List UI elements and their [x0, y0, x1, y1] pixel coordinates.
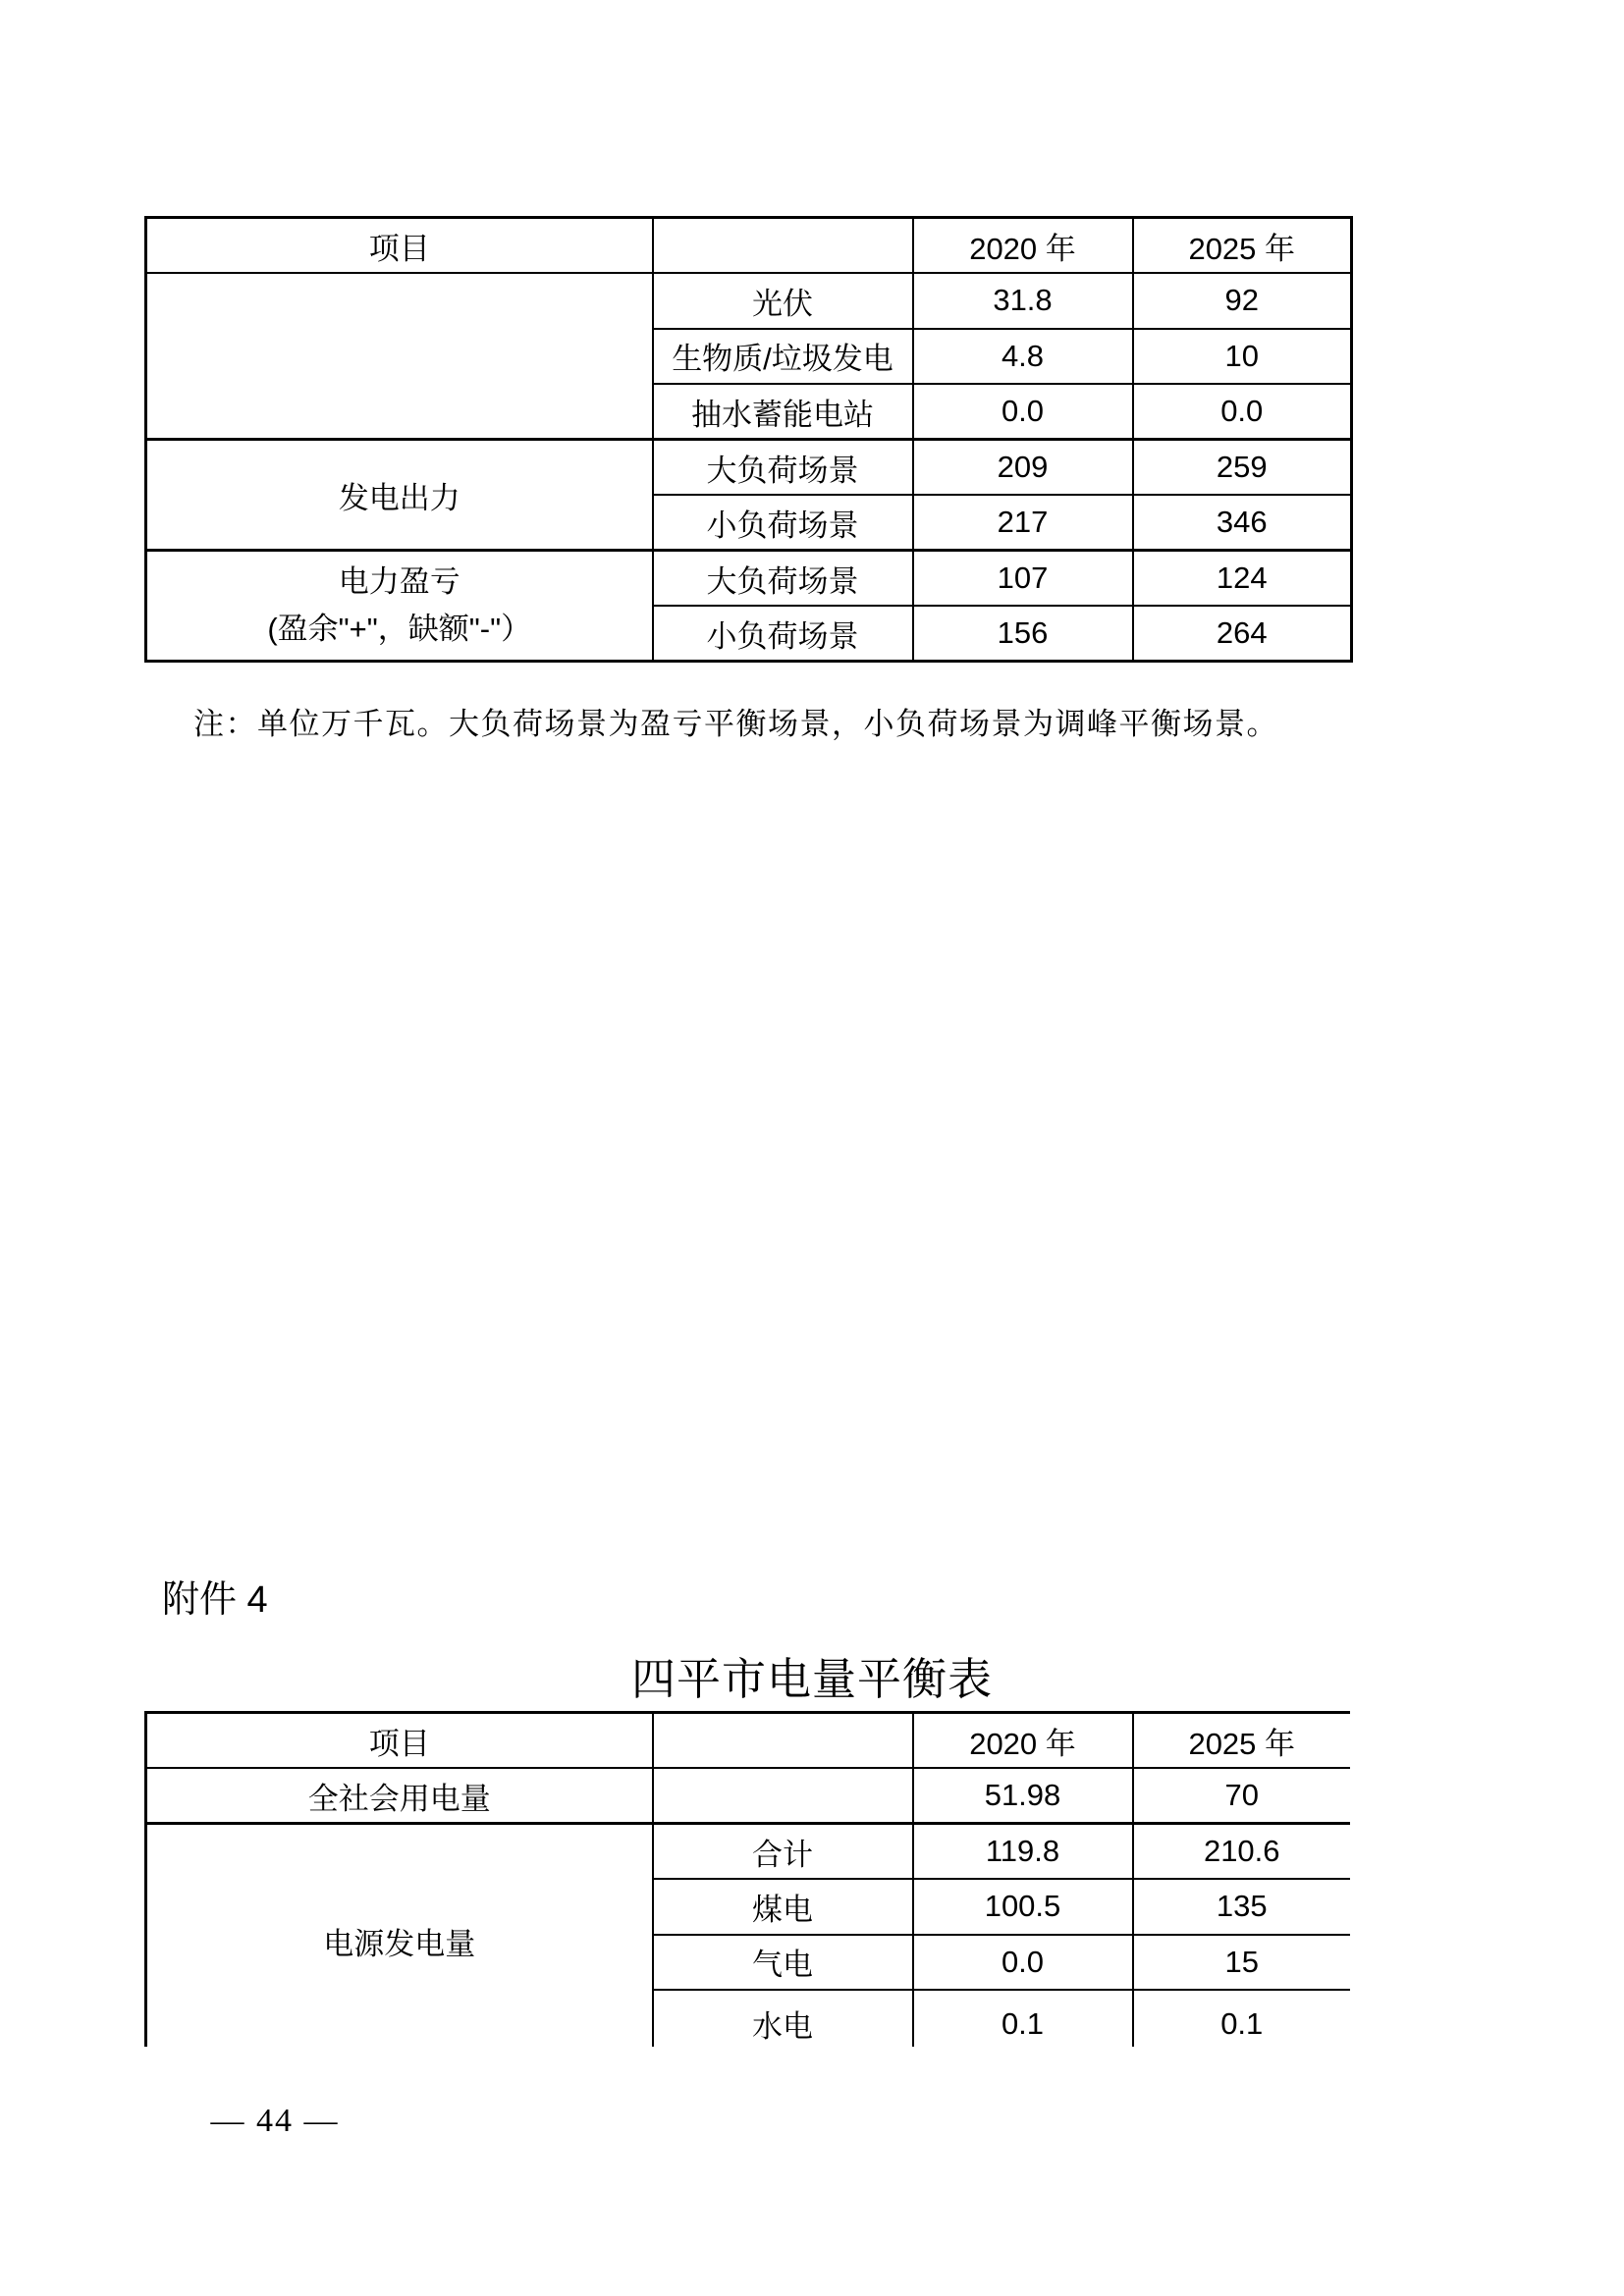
- row-label-cell: 煤电: [653, 1879, 913, 1935]
- value-cell-2025: 124: [1133, 551, 1352, 607]
- value-cell-2020: 51.98: [913, 1768, 1133, 1824]
- value-cell-2025: 0.0: [1133, 384, 1352, 440]
- value-cell-2025: 10: [1133, 329, 1352, 385]
- table-header-row: [146, 1713, 1351, 1769]
- value-cell-2020: 100.5: [913, 1879, 1133, 1935]
- row-label-cell: 小负荷场景: [653, 495, 913, 551]
- value-cell-2020: 119.8: [913, 1824, 1133, 1880]
- row-label-cell: 气电: [653, 1935, 913, 1991]
- row-label-cell: 大负荷场景: [653, 551, 913, 607]
- header-cell-2025: 2025 年: [1133, 218, 1352, 274]
- row-label-cell: 大负荷场景: [653, 440, 913, 496]
- table-footnote: 注：单位万千瓦。大负荷场景为盈亏平衡场景，小负荷场景为调峰平衡场景。: [193, 707, 1278, 741]
- row-label-cell: 抽水蓄能电站: [653, 384, 913, 440]
- row-label-cell: 小负荷场景: [653, 606, 913, 662]
- header-cell-2025: 2025 年: [1133, 1713, 1351, 1769]
- row-label-cell: 合计: [653, 1824, 913, 1880]
- row-label-cell: 水电: [653, 1990, 913, 2047]
- row-label-cell: 光伏: [653, 273, 913, 329]
- table-header-row: [146, 218, 1352, 274]
- value-cell-2025: 346: [1133, 495, 1352, 551]
- value-cell-2020: 107: [913, 551, 1133, 607]
- group-label-line1: 电力盈亏: [338, 563, 460, 599]
- value-cell-2020: 156: [913, 606, 1133, 662]
- value-cell-2025: 15: [1133, 1935, 1351, 1991]
- header-cell-sub: [653, 1713, 913, 1769]
- table2-title: 四平市电量平衡表: [630, 1654, 993, 1704]
- power-balance-table-grid: [144, 216, 1353, 663]
- header-cell-sub: [653, 218, 913, 274]
- header-cell-2020: 2020 年: [913, 218, 1133, 274]
- table-row: [146, 273, 1352, 329]
- electricity-balance-table: [144, 1711, 1350, 2047]
- table-row: [146, 551, 1352, 607]
- row-label-cell: 生物质/垃圾发电: [653, 329, 913, 385]
- value-cell-2025: 135: [1133, 1879, 1351, 1935]
- header-cell-item: 项目: [146, 218, 653, 274]
- value-cell-2025: 92: [1133, 273, 1352, 329]
- table-row: [146, 1768, 1351, 1824]
- value-cell-2020: 31.8: [913, 273, 1133, 329]
- group-label-cell: [146, 551, 653, 662]
- table-row: [146, 440, 1352, 496]
- header-cell-2020: 2020 年: [913, 1713, 1133, 1769]
- value-cell-2025: 0.1: [1133, 1990, 1351, 2047]
- power-balance-table: [144, 216, 1350, 663]
- value-cell-2025: 264: [1133, 606, 1352, 662]
- group-label-line2: (盈余"+"，缺额"-"）: [267, 612, 532, 646]
- group-label-cell: [146, 273, 653, 440]
- header-cell-item: 项目: [146, 1713, 653, 1769]
- value-cell-2020: 0.1: [913, 1990, 1133, 2047]
- value-cell-2020: 209: [913, 440, 1133, 496]
- page-number: — 44 —: [210, 2103, 340, 2139]
- row-label-cell: 全社会用电量: [146, 1768, 653, 1824]
- value-cell-2020: 217: [913, 495, 1133, 551]
- value-cell-2025: 210.6: [1133, 1824, 1351, 1880]
- group-label-cell: 电源发电量: [146, 1824, 653, 2048]
- value-cell-2025: 70: [1133, 1768, 1351, 1824]
- electricity-balance-table-grid: [144, 1711, 1350, 2047]
- table-row: [146, 1824, 1351, 1880]
- group-label-cell: 发电出力: [146, 440, 653, 551]
- value-cell-2025: 259: [1133, 440, 1352, 496]
- value-cell-2020: 4.8: [913, 329, 1133, 385]
- value-cell-2020: 0.0: [913, 384, 1133, 440]
- value-cell-2020: 0.0: [913, 1935, 1133, 1991]
- attachment-label: 附件 4: [162, 1579, 268, 1621]
- empty-sub-cell: [653, 1768, 913, 1824]
